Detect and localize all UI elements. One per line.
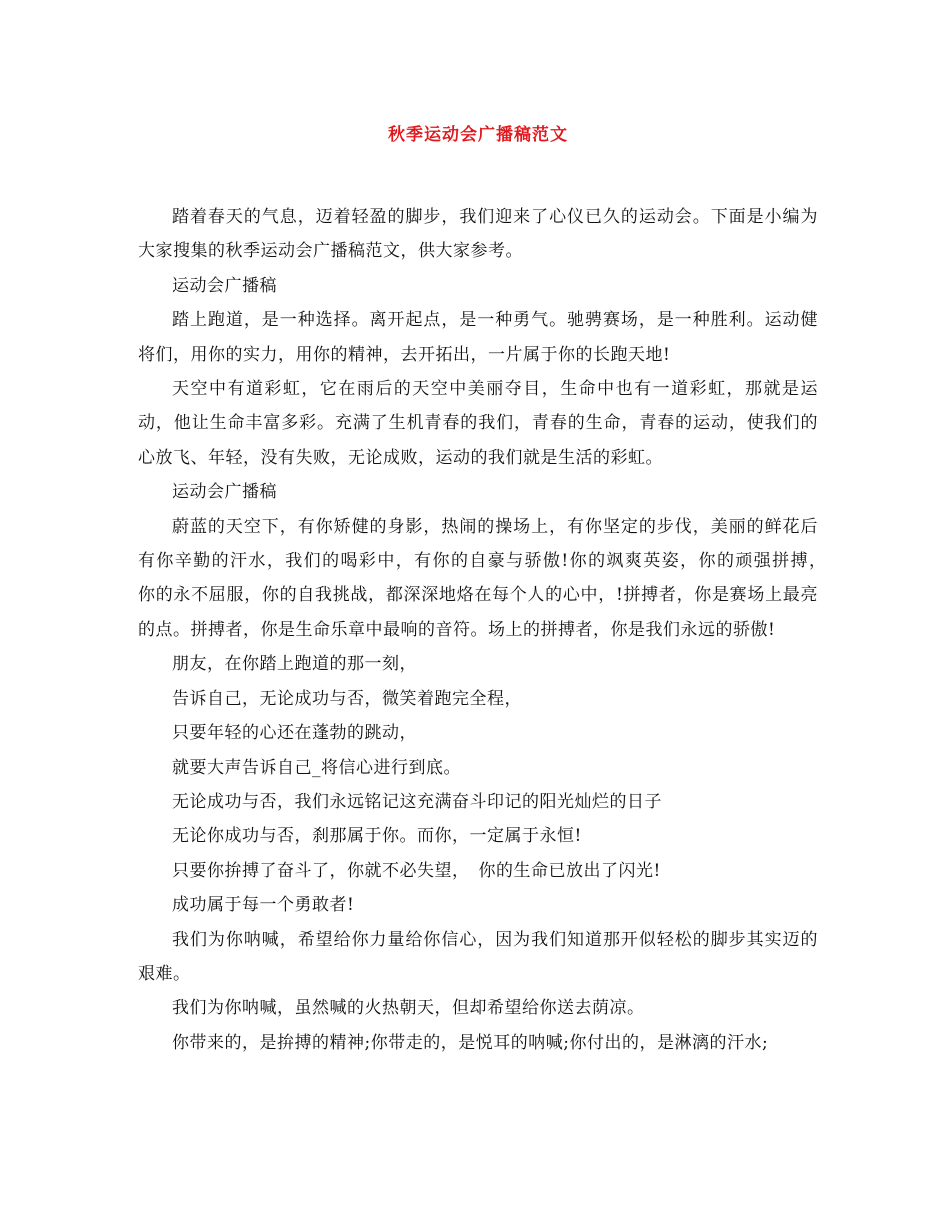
document-title: 秋季运动会广播稿范文 <box>388 125 568 145</box>
document-page <box>138 118 836 1060</box>
paragraph: 成功属于每一个勇敢者! <box>172 895 355 916</box>
paragraph: 只要你拚搏了奋斗了，你就不必失望， 你的生命已放出了闪光! <box>172 860 661 881</box>
paragraph-intro: 踏着春天的气息，迈着轻盈的脚步，我们迎来了心仪已久的运动会。下面是小编为大家搜集的秋季运动会广播稿范文，供大家参考。 <box>138 207 818 262</box>
paragraph: 我们为你呐喊，虽然喊的火热朝天，但却希望给你送去荫凉。 <box>172 998 645 1019</box>
paragraph: 无论成功与否，我们永远铭记这充满奋斗印记的阳光灿烂的日子 <box>172 791 662 812</box>
paragraph: 你带来的，是拚搏的精神;你带走的，是悦耳的呐喊;你付出的，是淋漓的汗水; <box>172 1032 769 1053</box>
paragraph: 就要大声告诉自己_将信心进行到底。 <box>172 757 461 778</box>
paragraph: 天空中有道彩虹，它在雨后的天空中美丽夺目，生命中也有一道彩虹，那就是运动，他让生命丰富多彩。充满了生机青春的我们，青春的生命，青春的运动，使我们的心放飞、年轻，没有失败，无论成败，运动的我们就是生活的彩虹。 <box>138 379 818 468</box>
paragraph: 朋友，在你踏上跑道的那一刻， <box>172 654 417 675</box>
paragraph: 踏上跑道，是一种选择。离开起点，是一种勇气。驰骋赛场，是一种胜利。运动健将们，用你的实力，用你的精神，去开拓出，一片属于你的长跑天地! <box>138 310 818 365</box>
paragraph: 我们为你呐喊，希望给你力量给你信心，因为我们知道那开似轻松的脚步其实迈的艰难。 <box>138 929 818 984</box>
paragraph: 告诉自己，无论成功与否，微笑着跑完全程， <box>172 688 522 709</box>
paragraph: 只要年轻的心还在蓬勃的跳动， <box>172 723 417 744</box>
section-heading: 运动会广播稿 <box>172 482 277 503</box>
paragraph: 无论你成功与否，刹那属于你。而你，一定属于永恒! <box>172 826 582 847</box>
section-heading: 运动会广播稿 <box>172 275 277 296</box>
paragraph: 蔚蓝的天空下，有你矫健的身影，热闹的操场上，有你坚定的步伐，美丽的鲜花后有你辛勤的汗水，我们的喝彩中，有你的自豪与骄傲!你的飒爽英姿，你的顽强拼搏， 你的永不屈服，你的自我挑战，都深深地烙在每个人的心中，!拼搏者，你是赛场上最亮的点。拼搏者，你是生命乐章中最响的音符。场上的拼搏者，你是我们永远的骄傲! <box>138 516 836 640</box>
document-body <box>138 200 836 1060</box>
